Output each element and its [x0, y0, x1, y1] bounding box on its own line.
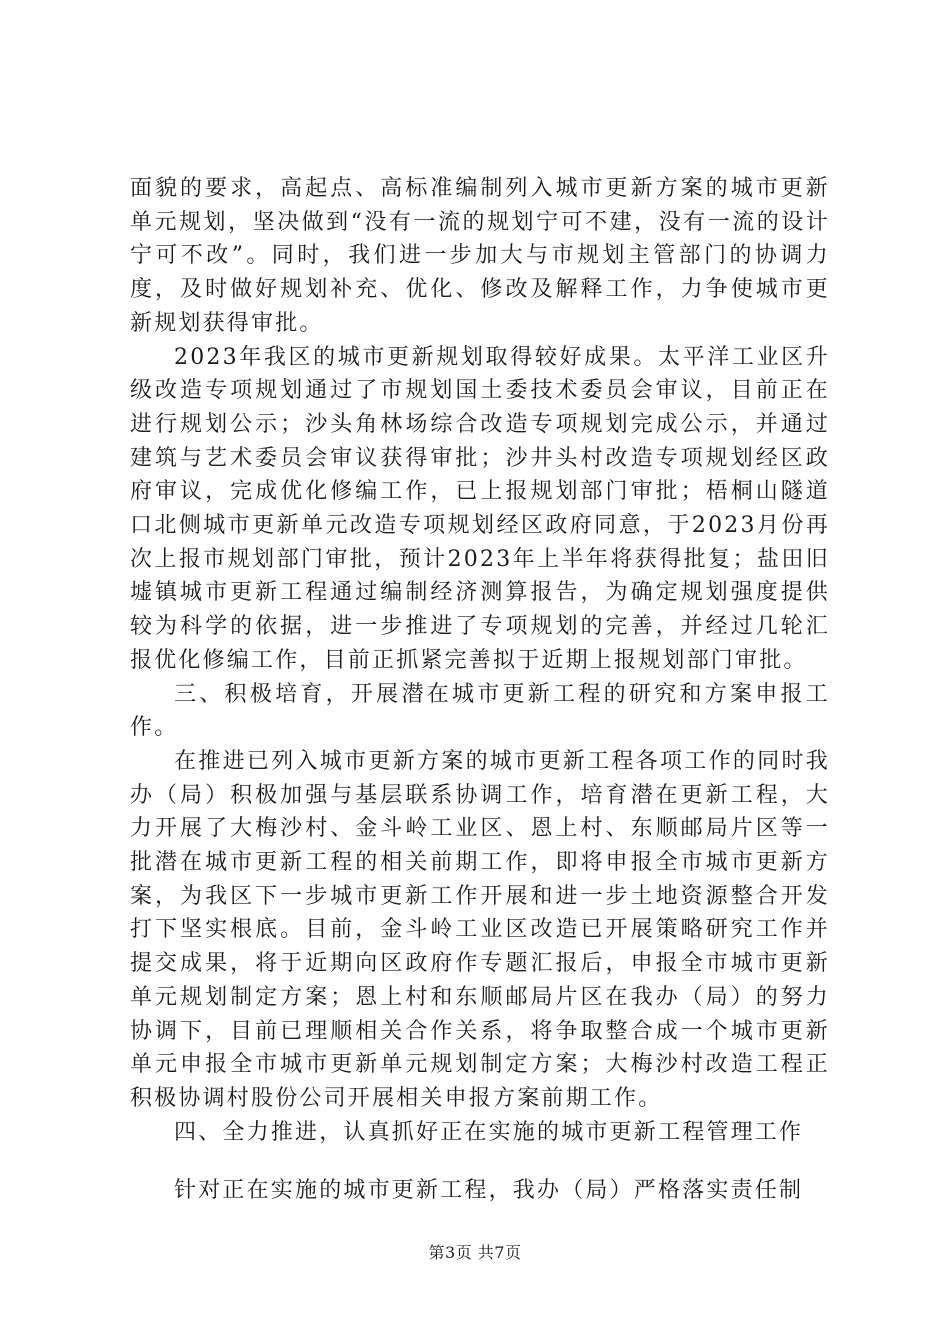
paragraph-potential-projects: 在推进已列入城市更新方案的城市更新工程各项工作的同时我办（局）积极加强与基层联系协调工作，培育潜在更新工程，大力开展了大梅沙村、金斗岭工业区、恩上村、东顺邮局片区等一批潜在城市更新工程的相关前期工作，即将申报全市城市更新方案，为我区下一步城市更新工作开展和进一步土地资源整合开发打下坚实根底。目前，金斗岭工业区改造已开展策略研究工作并提交成果，将于近期向区政府作专题汇报后，申报全市城市更新单元规划制定方案；恩上村和东顺邮局片区在我办（局）的努力协调下，目前已理顺相关合作关系，将争取整合成一个城市更新单元申报全市城市更新单元规划制定方案；大梅沙村改造工程正积极协调村股份公司开展相关申报方案前期工作。 — [130, 748, 830, 1111]
paragraph-2023-results: 2023年我区的城市更新规划取得较好成果。太平洋工业区升级改造专项规划通过了市规划国土委技术委员会审议，目前正在进行规划公示；沙头角林场综合改造专项规划完成公示，并通过建筑与艺术委员会审议获得审批；沙井头村改造专项规划经区政府审议，完成优化修编工作，已上报规划部门审批；梧桐山隧道口北侧城市更新单元改造专项规划经区政府同意，于2023月份再次上报市规划部门审批，预计2023年上半年将获得批复；盐田旧墟镇城市更新工程通过编制经济测算报告，为确定规划强度提供较为科学的依据，进一步推进了专项规划的完善，并经过几轮汇报优化修编工作，目前正抓紧完善拟于近期上报规划部门审批。 — [130, 344, 830, 673]
paragraph-continued: 面貌的要求，高起点、高标准编制列入城市更新方案的城市更新单元规划，坚决做到“没有一流的规划宁可不建，没有一流的设计宁可不改”。同时，我们进一步加大与市规划主管部门的协调力度，及时做好规划补充、优化、修改及解释工作，力争使城市更新规划获得审批。 — [130, 176, 830, 336]
document-body — [130, 172, 830, 1208]
paragraph-implementation: 针对正在实施的城市更新工程，我办（局）严格落实责任制 — [174, 1178, 804, 1204]
page-number-footer: 第3页 共7页 — [428, 1243, 522, 1262]
section-heading-four: 四、全力推进，认真抓好正在实施的城市更新工程管理工作 — [174, 1119, 804, 1145]
section-heading-three: 三、积极培育，开展潜在城市更新工程的研究和方案申报工作。 — [130, 681, 830, 741]
